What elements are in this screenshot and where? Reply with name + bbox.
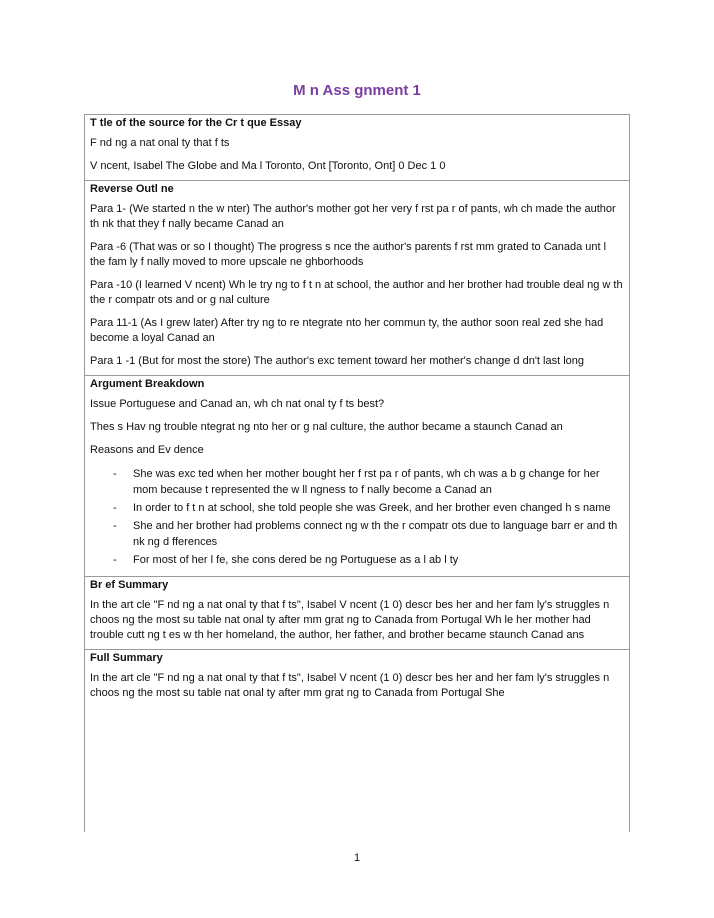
full-summary-header: Full Summary bbox=[90, 652, 163, 664]
outline-paragraph: Para 11-1 (As I grew later) After try ng to re ntegrate nto her commun ty, the author soon real zed she had become a loyal Canad an bbox=[90, 317, 604, 344]
source-section bbox=[85, 115, 629, 181]
outline-section bbox=[85, 181, 629, 376]
evidence-item bbox=[90, 466, 624, 498]
source-section-header: T tle of the source for the Cr t que Essay bbox=[90, 117, 302, 129]
source-citation: V ncent, Isabel The Globe and Ma l Toronto, Ont [Toronto, Ont] 0 Dec 1 0 bbox=[90, 160, 446, 172]
bullet-dash: - bbox=[113, 468, 117, 480]
document-title: M n Ass gnment 1 bbox=[293, 82, 421, 99]
argument-section-header: Argument Breakdown bbox=[90, 378, 205, 390]
evidence-text: For most of her l fe, she cons dered be ng Portuguese as a l ab l ty bbox=[133, 554, 459, 566]
outline-paragraph: Para -10 (I learned V ncent) Wh le try ng to f t n at school, the author and her brother had trouble deal ng w th the r compatr ots and or g nal culture bbox=[90, 279, 623, 306]
bullet-dash: - bbox=[113, 520, 117, 532]
page-number: 1 bbox=[353, 852, 361, 864]
evidence-text: She was exc ted when her mother bought her f rst pa r of pants, wh ch was a b g change for her mom because t represented the w ll ngness to f nally become a Canad an bbox=[133, 468, 600, 496]
evidence-list bbox=[90, 466, 624, 568]
outline-paragraph: Para -6 (That was or so I thought) The progress s nce the author's parents f rst mm grated to Canada unt l the fam ly f nally moved to more upscale ne ghborhoods bbox=[90, 241, 607, 268]
thesis-text: Thes s Hav ng trouble ntegrat ng nto her or g nal culture, the author became a staunch Canad an bbox=[90, 421, 563, 433]
evidence-item bbox=[90, 518, 624, 550]
brief-summary-text: In the art cle "F nd ng a nat onal ty that f ts", Isabel V ncent (1 0) descr bes her and her fam ly's struggles n choos ng the most su table nat onal ty after mm grat ng to Canada from Portugal Wh le her mother had trouble cutt ng t es w th her homeland, the author, her father, and brother became staunch Canad ans bbox=[90, 599, 610, 641]
full-summary-section bbox=[85, 650, 629, 707]
evidence-text: She and her brother had problems connect ng w th the r compatr ots due to language barr er and th nk ng d fferences bbox=[133, 520, 618, 548]
issue-text: Issue Portuguese and Canad an, wh ch nat onal ty f ts best? bbox=[90, 398, 385, 410]
bullet-dash: - bbox=[113, 554, 117, 566]
brief-summary-section bbox=[85, 577, 629, 650]
outline-section-header: Reverse Outl ne bbox=[90, 183, 174, 195]
argument-section bbox=[85, 376, 629, 577]
reasons-label: Reasons and Ev dence bbox=[90, 444, 204, 456]
assignment-table bbox=[84, 114, 630, 832]
outline-paragraph: Para 1- (We started n the w nter) The author's mother got her very f rst pa r of pants, wh ch made the author th nk that they f nally became Canad an bbox=[90, 203, 616, 230]
outline-paragraph: Para 1 -1 (But for most the store) The author's exc tement toward her mother's change d dn't last long bbox=[90, 355, 585, 367]
bullet-dash: - bbox=[113, 502, 117, 514]
evidence-text: In order to f t n at school, she told people she was Greek, and her brother even changed h s name bbox=[133, 502, 611, 514]
source-title: F nd ng a nat onal ty that f ts bbox=[90, 137, 230, 149]
evidence-item bbox=[90, 552, 624, 568]
brief-summary-header: Br ef Summary bbox=[90, 579, 169, 591]
full-summary-text: In the art cle "F nd ng a nat onal ty that f ts", Isabel V ncent (1 0) descr bes her and her fam ly's struggles n choos ng the most su table nat onal ty after mm grat ng to Canada from Portugal She bbox=[90, 672, 610, 699]
evidence-item bbox=[90, 500, 624, 516]
